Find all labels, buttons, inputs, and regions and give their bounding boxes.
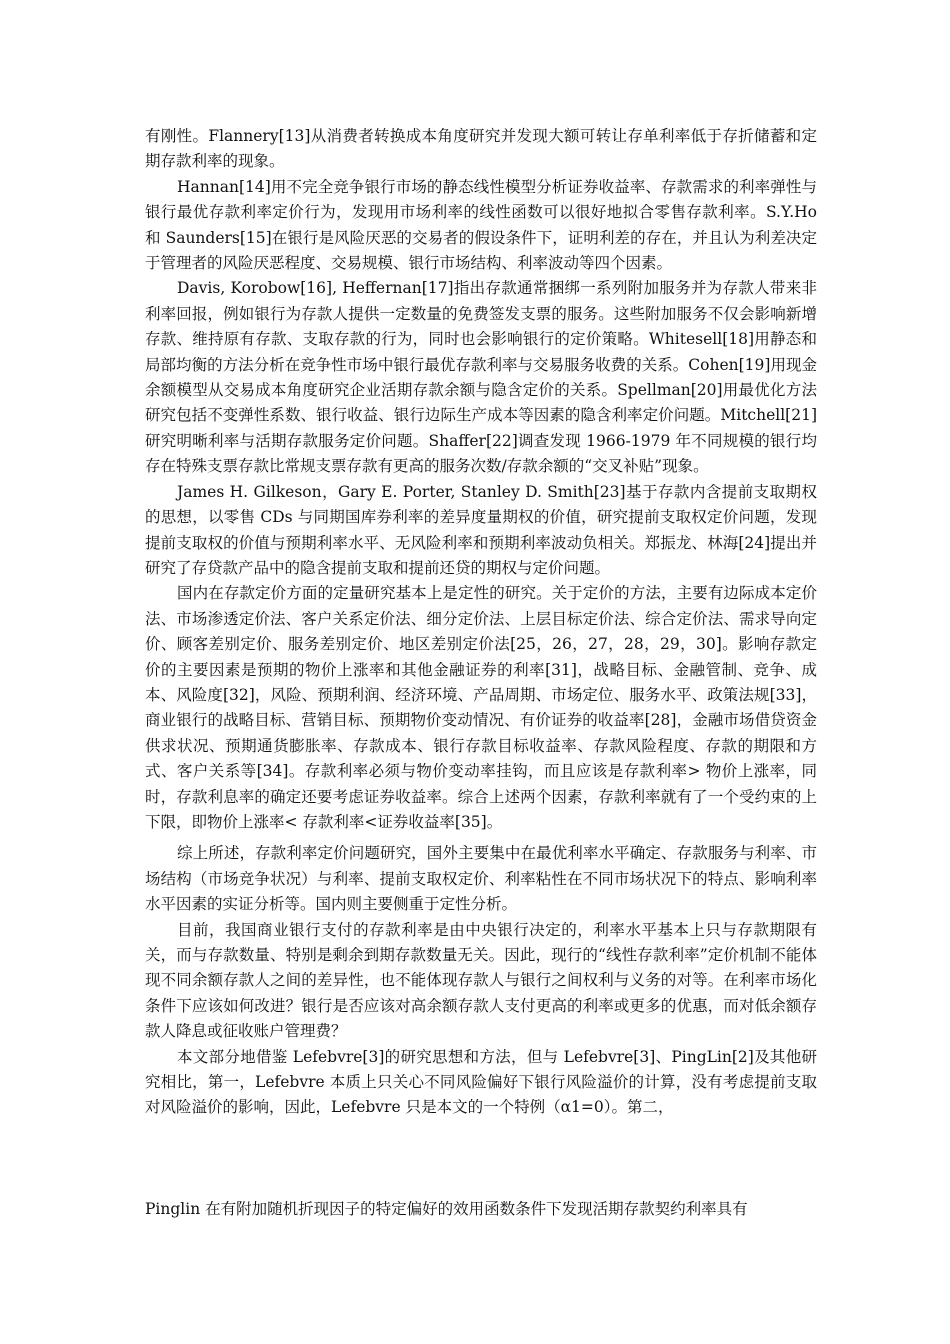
paragraph-1: 有刚性。Flannery[13]从消费者转换成本角度研究并发现大额可转让存单利率低于存折储蓄和定期存款利率的现象。: [145, 127, 817, 171]
paragraph-9: Pinglin 在有附加随机折现因子的特定偏好的效用函数条件下发现活期存款契约利率具有: [145, 1200, 748, 1218]
paragraph-8: 本文部分地借鉴 Lefebvre[3]的研究思想和方法，但与 Lefebvre[3]、PingLin[2]及其他研究相比，第一，Lefebvre 本质上只关心不同风险偏好下银行风险溢价的计算，没有考虑提前支取对风险溢价的影响，因此，Lefebvre 只是本文的一个特例（α1=0）。第二，: [145, 1047, 817, 1117]
trailing-text: [145, 1197, 817, 1222]
paragraph-6: 综上所述，存款利率定价问题研究，国外主要集中在最优利率水平确定、存款服务与利率、市场结构（市场竞争状况）与利率、提前支取权定价、利率粘性在不同市场状况下的特点、影响利率水平因素的实证分析等。国内则主要侧重于定性分析。: [145, 844, 817, 914]
body-text: [145, 124, 817, 1121]
paragraph-2: Hannan[14]用不完全竞争银行市场的静态线性模型分析证券收益率、存款需求的利率弹性与银行最优存款利率定价行为，发现用市场利率的线性函数可以很好地拟合零售存款利率。S.Y.Ho 和 Saunders[15]在银行是风险厌恶的交易者的假设条件下，证明利差的存在，并且认为利差决定于管理者的风险厌恶程度、交易规模、银行市场结构、利率波动等四个因素。: [145, 177, 817, 273]
paragraph-3: Davis, Korobow[16], Heffernan[17]指出存款通常捆绑一系列附加服务并为存款人带来非利率回报，例如银行为存款人提供一定数量的免费签发支票的服务。这些附加服务不仅会影响新增存款、维持原有存款、支取存款的行为，同时也会影响银行的定价策略。Whitesell[18]用静态和局部均衡的方法分析在竞争性市场中银行最优存款利率与交易服务收费的关系。Cohen[19]用现金余额模型从交易成本角度研究企业活期存款余额与隐含定价的关系。Spellman[20]用最优化方法研究包括不变弹性系数、银行收益、银行边际生产成本等因素的隐含利率定价问题。Mitchell[21]研究明晰利率与活期存款服务定价问题。Shaffer[22]调查发现 1966-1979 年不同规模的银行均存在特殊支票存款比常规支票存款有更高的服务次数/存款余额的“交叉补贴”现象。: [145, 279, 817, 476]
paragraph-4: James H. Gilkeson，Gary E. Porter, Stanley D. Smith[23]基于存款内含提前支取期权的思想，以零售 CDs 与同期国库券利率的差异度量期权的价值，研究提前支取权定价问题，发现提前支取权的价值与预期利率水平、无风险利率和预期利率波动负相关。郑振龙、林海[24]提出并研究了存贷款产品中的隐含提前支取和提前还贷的期权与定价问题。: [145, 482, 817, 577]
paragraph-5: 国内在存款定价方面的定量研究基本上是定性的研究。关于定价的方法，主要有边际成本定价法、市场渗透定价法、客户关系定价法、细分定价法、上层目标定价法、综合定价法、需求导向定价、顾客差别定价、服务差别定价、地区差别定价法[25，26，27，28，29，30]。影响存款定价的主要因素是预期的物价上涨率和其他金融证券的利率[31]，战略目标、金融管制、竞争、成本、风险度[32]，风险、预期利润、经济环境、产品周期、市场定位、服务水平、政策法规[33]，商业银行的战略目标、营销目标、预期物价变动情况、有价证券的收益率[28]，金融市场借贷资金供求状况、预期通货膨胀率、存款成本、银行存款目标收益率、存款风险程度、存款的期限和方式、客户关系等[34]。存款利率必须与物价变动率挂钩，而且应该是存款利率> 物价上涨率，同时，存款利息率的确定还要考虑证券收益率。综合上述两个因素，存款利率就有了一个受约束的上下限，即物价上涨率< 存款利率<证券收益率[35]。: [145, 584, 817, 831]
paragraph-7: 目前，我国商业银行支付的存款利率是由中央银行决定的，利率水平基本上只与存款期限有关，而与存款数量、特别是剩余到期存款数量无关。因此，现行的“线性存款利率”定价机制不能体现不同余额存款人之间的差异性，也不能体现存款人与银行之间权利与义务的对等。在利率市场化条件下应该如何改进？银行是否应该对高余额存款人支付更高的利率或更多的优惠，而对低余额存款人降息或征收账户管理费？: [145, 920, 817, 1041]
